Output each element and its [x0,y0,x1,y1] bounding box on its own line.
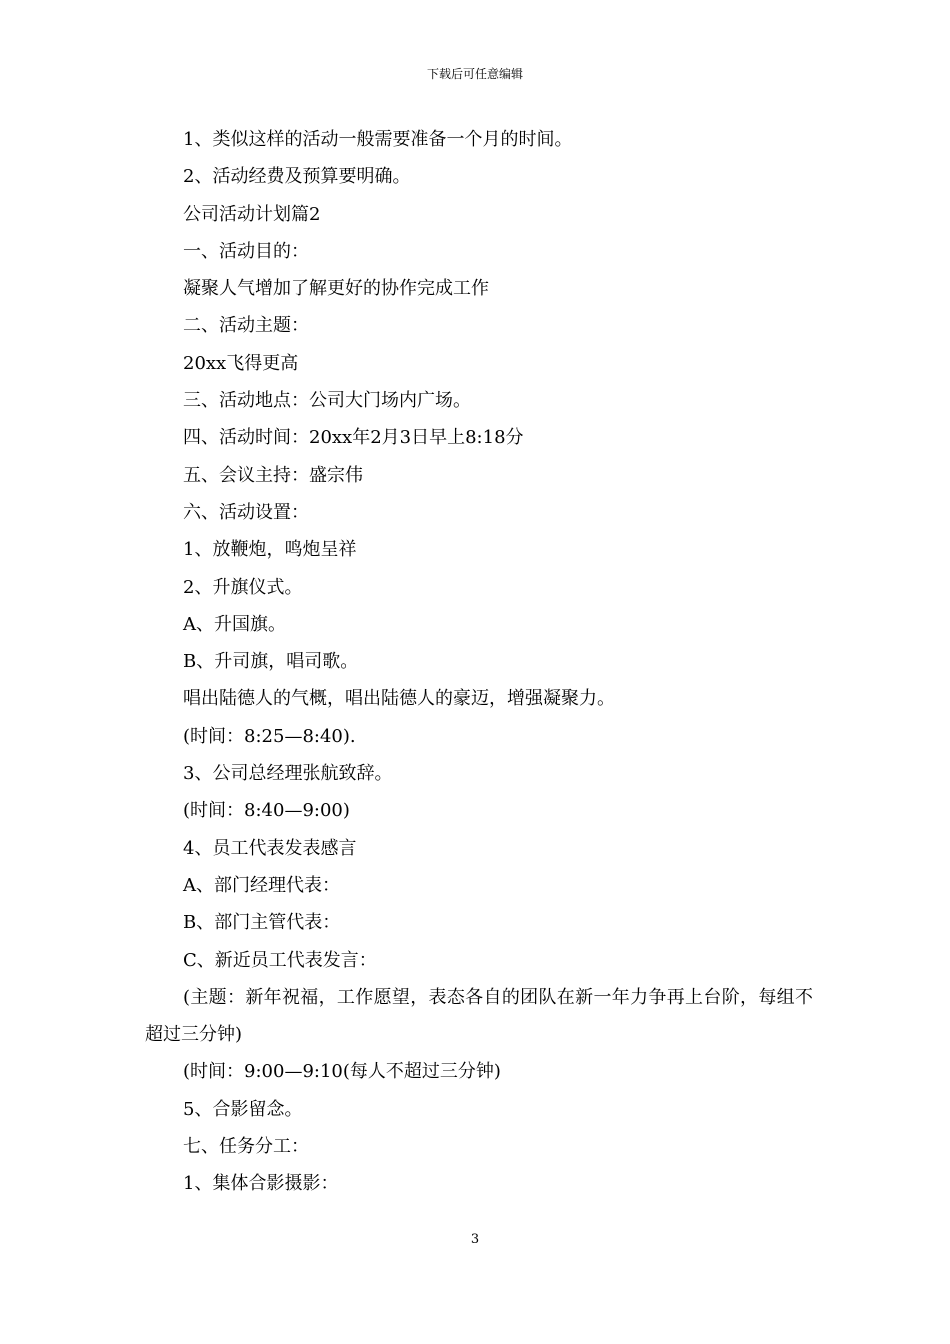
paragraph: 1、集体合影摄影： [183,1173,339,1195]
section-title: 公司活动计划篇2 [183,203,321,225]
paragraph: 四、活动时间：20xx年2月3日早上8:18分 [183,427,524,449]
document-body [145,121,813,1203]
page-header: 下载后可任意编辑 [426,67,523,81]
paragraph: 唱出陆德人的气概，唱出陆德人的豪迈，增强凝聚力。 [183,688,615,710]
paragraph: 一、活动目的： [183,240,309,262]
paragraph: 2、活动经费及预算要明确。 [183,166,411,188]
paragraph: 五、会议主持：盛宗伟 [183,464,363,486]
paragraph: (主题：新年祝福，工作愿望，表态各自的团队在新一年力争再上台阶，每组不超过三分钟) [145,986,813,1046]
paragraph: A、部门经理代表： [183,874,340,896]
paragraph: 七、任务分工： [183,1136,309,1158]
paragraph: 5、合影留念。 [183,1098,303,1120]
paragraph: C、新近员工代表发言： [183,949,377,971]
paragraph: (时间：8:40—9:00) [183,800,350,822]
paragraph: (时间：9:00—9:10(每人不超过三分钟) [183,1061,501,1083]
paragraph: 三、活动地点：公司大门场内广场。 [183,390,471,412]
paragraph: (时间：8:25—8:40). [183,725,356,747]
page-number: 3 [470,1232,480,1247]
paragraph: 六、活动设置： [183,501,309,523]
paragraph: 3、公司总经理张航致辞。 [183,763,393,785]
paragraph: 1、放鞭炮，鸣炮呈祥 [183,539,357,561]
paragraph: 凝聚人气增加了解更好的协作完成工作 [183,278,489,300]
paragraph: 二、活动主题： [183,315,309,337]
paragraph: A、升国旗。 [183,613,286,635]
paragraph: 4、员工代表发表感言 [183,837,357,859]
paragraph: 2、升旗仪式。 [183,576,303,598]
paragraph: 20xx飞得更高 [183,352,299,374]
paragraph: B、部门主管代表： [183,912,341,934]
paragraph: 1、类似这样的活动一般需要准备一个月的时间。 [183,129,573,150]
paragraph: B、升司旗，唱司歌。 [183,651,359,673]
